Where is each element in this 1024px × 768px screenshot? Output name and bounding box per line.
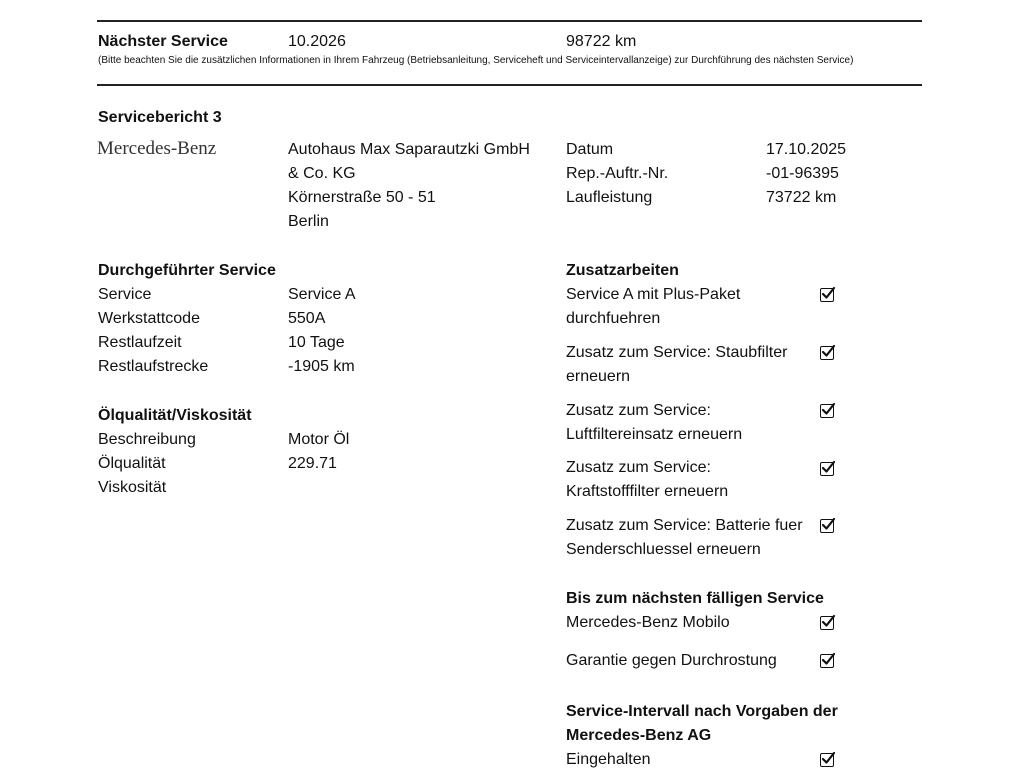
checkmark-icon: [820, 459, 836, 475]
extra-work-item-4: Zusatz zum Service: Kraftstofffilter erneuern: [566, 459, 729, 500]
oil-title: Ölqualität/Viskosität: [98, 407, 252, 424]
interval-item-1: Eingehalten: [566, 751, 651, 768]
next-service-note: (Bitte beachten Sie die zusätzlichen Informationen in Ihrem Fahrzeug (Betriebsanleitung, Serviceheft und Serviceintervallanzeige) zur Durchführung des nächsten Service): [98, 55, 854, 66]
extra-work-item-1: Service A mit Plus-Paket durchfuehren: [566, 286, 741, 327]
checkmark-icon: [820, 750, 836, 766]
dealer-line-1: Autohaus Max Saparautzki GmbH: [288, 141, 530, 158]
checkmark-icon: [820, 651, 836, 667]
meta-label-date: Datum: [566, 141, 614, 158]
brand-logo: Mercedes-Benz: [97, 138, 217, 159]
checkmark-icon: [820, 613, 836, 629]
oil-value-description: Motor Öl: [288, 431, 350, 448]
extra-work-item-5: Zusatz zum Service: Batterie fuer Senderschluessel erneuern: [566, 517, 803, 558]
extra-work-item-2: Zusatz zum Service: Staubfilter erneuern: [566, 344, 788, 385]
performed-label-service: Service: [98, 286, 152, 303]
until-next-checkbox-2[interactable]: [820, 654, 834, 668]
top-rule: [97, 20, 922, 22]
oil-label-description: Beschreibung: [98, 431, 196, 448]
performed-label-remaining-time: Restlaufzeit: [98, 334, 182, 351]
checkmark-icon: [820, 285, 836, 301]
checkmark-icon: [820, 401, 836, 417]
dealer-line-3: Körnerstraße 50 - 51: [288, 189, 436, 206]
until-next-item-1: Mercedes-Benz Mobilo: [566, 614, 730, 631]
checkmark-icon: [820, 516, 836, 532]
extra-work-title: Zusatzarbeiten: [566, 262, 679, 279]
bottom-rule: [97, 84, 922, 86]
performed-value-remaining-time: 10 Tage: [288, 334, 345, 351]
performed-value-workshop-code: 550A: [288, 310, 326, 327]
dealer-line-2: & Co. KG: [288, 165, 356, 182]
until-next-title: Bis zum nächsten fälligen Service: [566, 590, 824, 607]
extra-work-checkbox-2[interactable]: [820, 346, 834, 360]
performed-label-remaining-distance: Restlaufstrecke: [98, 358, 209, 375]
until-next-checkbox-1[interactable]: [820, 616, 834, 630]
next-service-date: 10.2026: [288, 33, 346, 50]
interval-title: Service-Intervall nach Vorgaben der Mercedes-Benz AG: [566, 703, 838, 744]
dealer-line-4: Berlin: [288, 213, 329, 230]
report-title: Servicebericht 3: [98, 109, 222, 126]
extra-work-checkbox-4[interactable]: [820, 462, 834, 476]
performed-service-title: Durchgeführter Service: [98, 262, 276, 279]
meta-value-order: -01-96395: [766, 165, 839, 182]
next-service-mileage: 98722 km: [566, 33, 637, 50]
oil-label-viscosity: Viskosität: [98, 479, 167, 496]
extra-work-checkbox-1[interactable]: [820, 288, 834, 302]
extra-work-item-3: Zusatz zum Service: Luftfiltereinsatz erneuern: [566, 402, 743, 443]
meta-label-mileage: Laufleistung: [566, 189, 653, 206]
meta-value-mileage: 73722 km: [766, 189, 837, 206]
extra-work-checkbox-5[interactable]: [820, 519, 834, 533]
checkmark-icon: [820, 343, 836, 359]
meta-value-date: 17.10.2025: [766, 141, 847, 158]
performed-value-remaining-distance: -1905 km: [288, 358, 355, 375]
oil-value-quality: 229.71: [288, 455, 337, 472]
interval-checkbox-1[interactable]: [820, 753, 834, 767]
next-service-label: Nächster Service: [98, 33, 228, 50]
performed-value-service: Service A: [288, 286, 356, 303]
until-next-item-2: Garantie gegen Durchrostung: [566, 652, 777, 669]
performed-label-workshop-code: Werkstattcode: [98, 310, 200, 327]
extra-work-checkbox-3[interactable]: [820, 404, 834, 418]
meta-label-order: Rep.-Auftr.-Nr.: [566, 165, 669, 182]
oil-label-quality: Ölqualität: [98, 455, 166, 472]
